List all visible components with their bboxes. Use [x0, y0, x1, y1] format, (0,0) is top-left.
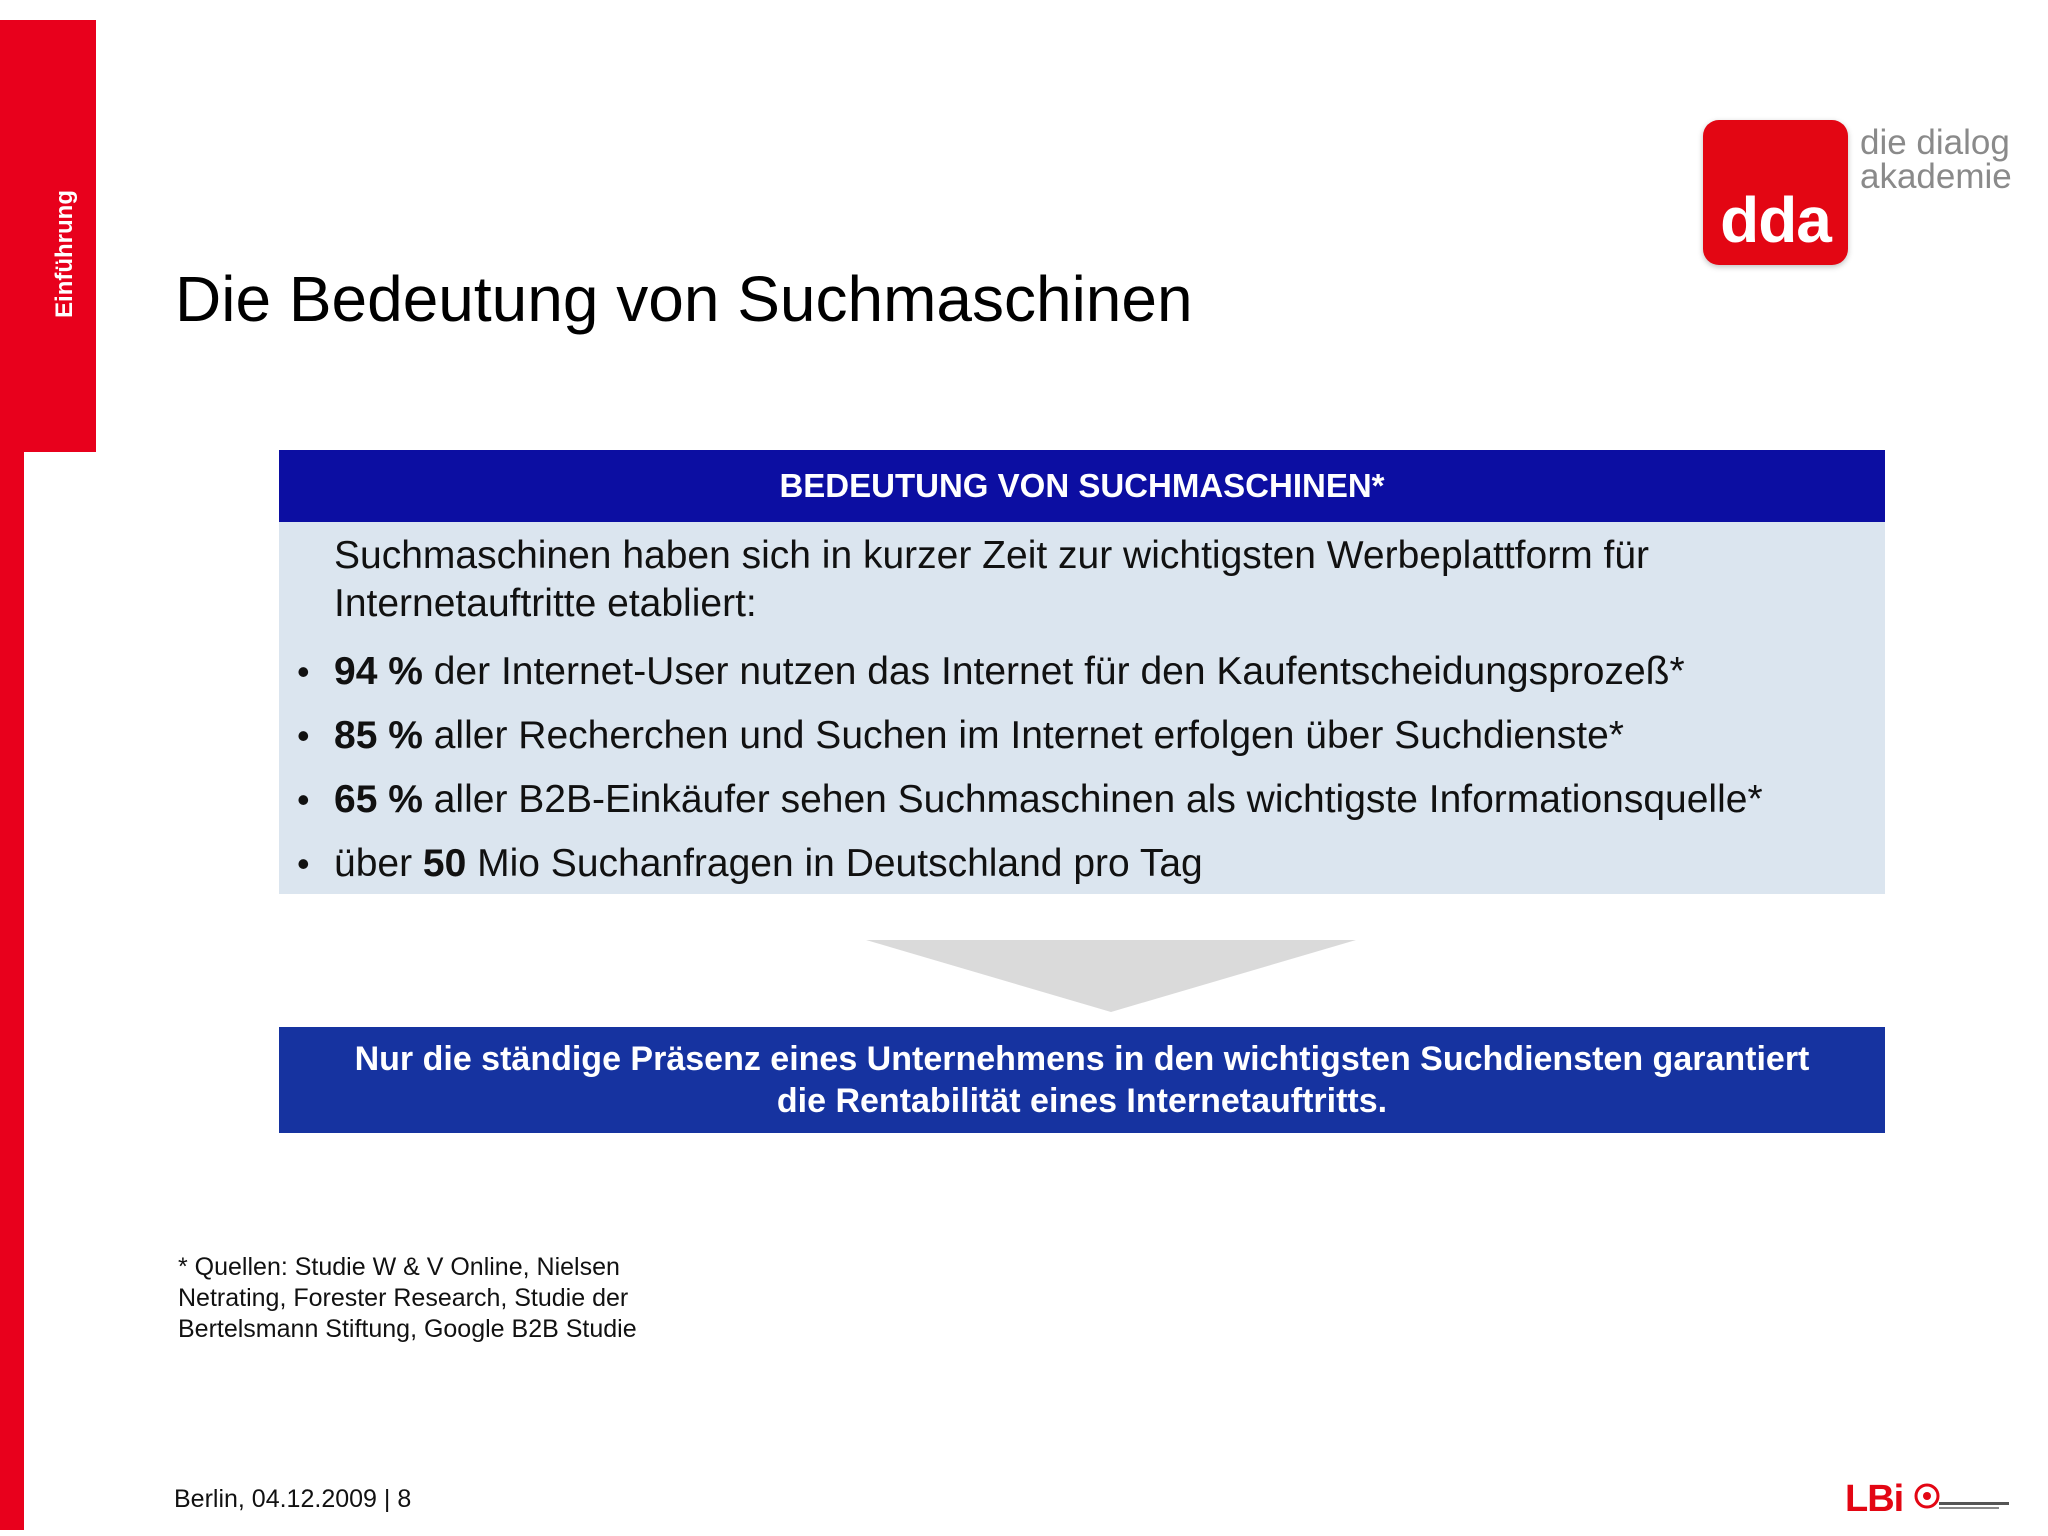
bullet-item — [279, 832, 1885, 896]
lbi-logo — [1845, 1478, 2015, 1518]
info-box-bullets — [279, 640, 1885, 896]
bullet-value: 50 — [422, 842, 467, 885]
sources-line: * Quellen: Studie W & V Online, Nielsen — [178, 1253, 620, 1281]
bullet-text: der Internet-User nutzen das Internet für den Kaufentscheidungsprozeß* — [422, 650, 1685, 693]
side-strip — [0, 452, 24, 1530]
lbi-logo-text: LBi — [1845, 1478, 1904, 1520]
conclusion-line: die Rentabilität eines Internetauftritts. — [776, 1082, 1388, 1120]
bullet-prefix: über — [334, 842, 423, 885]
bullet-text: Mio Suchanfragen in Deutschland pro Tag — [466, 842, 1203, 885]
info-box — [279, 450, 1885, 894]
down-arrow-icon — [866, 940, 1356, 1012]
sources-line: Bertelsmann Stiftung, Google B2B Studie — [178, 1315, 637, 1343]
dda-logo — [1703, 120, 2013, 270]
conclusion-line: Nur die ständige Präsenz eines Unternehmens in den wichtigsten Suchdiensten garantiert — [354, 1040, 1810, 1078]
dda-logo-tagline-line: die dialog — [1860, 123, 2010, 162]
info-box-intro: Suchmaschinen haben sich in kurzer Zeit zur wichtigsten Werbeplattform für Internetauftritte etabliert: — [334, 534, 1650, 625]
footer-date-page: Berlin, 04.12.2009 | 8 — [174, 1485, 412, 1513]
bullet-text: aller Recherchen und Suchen im Internet erfolgen über Suchdienste* — [422, 714, 1624, 757]
sources-line: Netrating, Forester Research, Studie der — [178, 1284, 629, 1312]
info-box-header: BEDEUTUNG VON SUCHMASCHINEN* — [279, 450, 1885, 522]
bullet-item — [279, 768, 1885, 832]
bullet-text: aller B2B-Einkäufer sehen Suchmaschinen als wichtigste Informationsquelle* — [422, 778, 1763, 821]
bullet-item — [279, 704, 1885, 768]
conclusion-box — [279, 1027, 1885, 1133]
dda-logo-text: dda — [1720, 184, 1831, 256]
dda-logo-box — [1703, 120, 1848, 265]
lbi-mark-icon — [1913, 1482, 2013, 1516]
dda-logo-tagline — [1860, 123, 2020, 196]
dda-logo-tagline-line: akademie — [1860, 157, 2012, 196]
bullet-value: 85 % — [334, 714, 423, 757]
bullet-item — [279, 640, 1885, 704]
bullet-value: 65 % — [334, 778, 423, 821]
sources-footnote — [178, 1252, 718, 1345]
page-title: Die Bedeutung von Suchmaschinen — [175, 263, 1193, 335]
bullet-value: 94 % — [334, 650, 423, 693]
side-tab-label: Einführung — [51, 190, 78, 318]
side-tab — [0, 20, 96, 452]
